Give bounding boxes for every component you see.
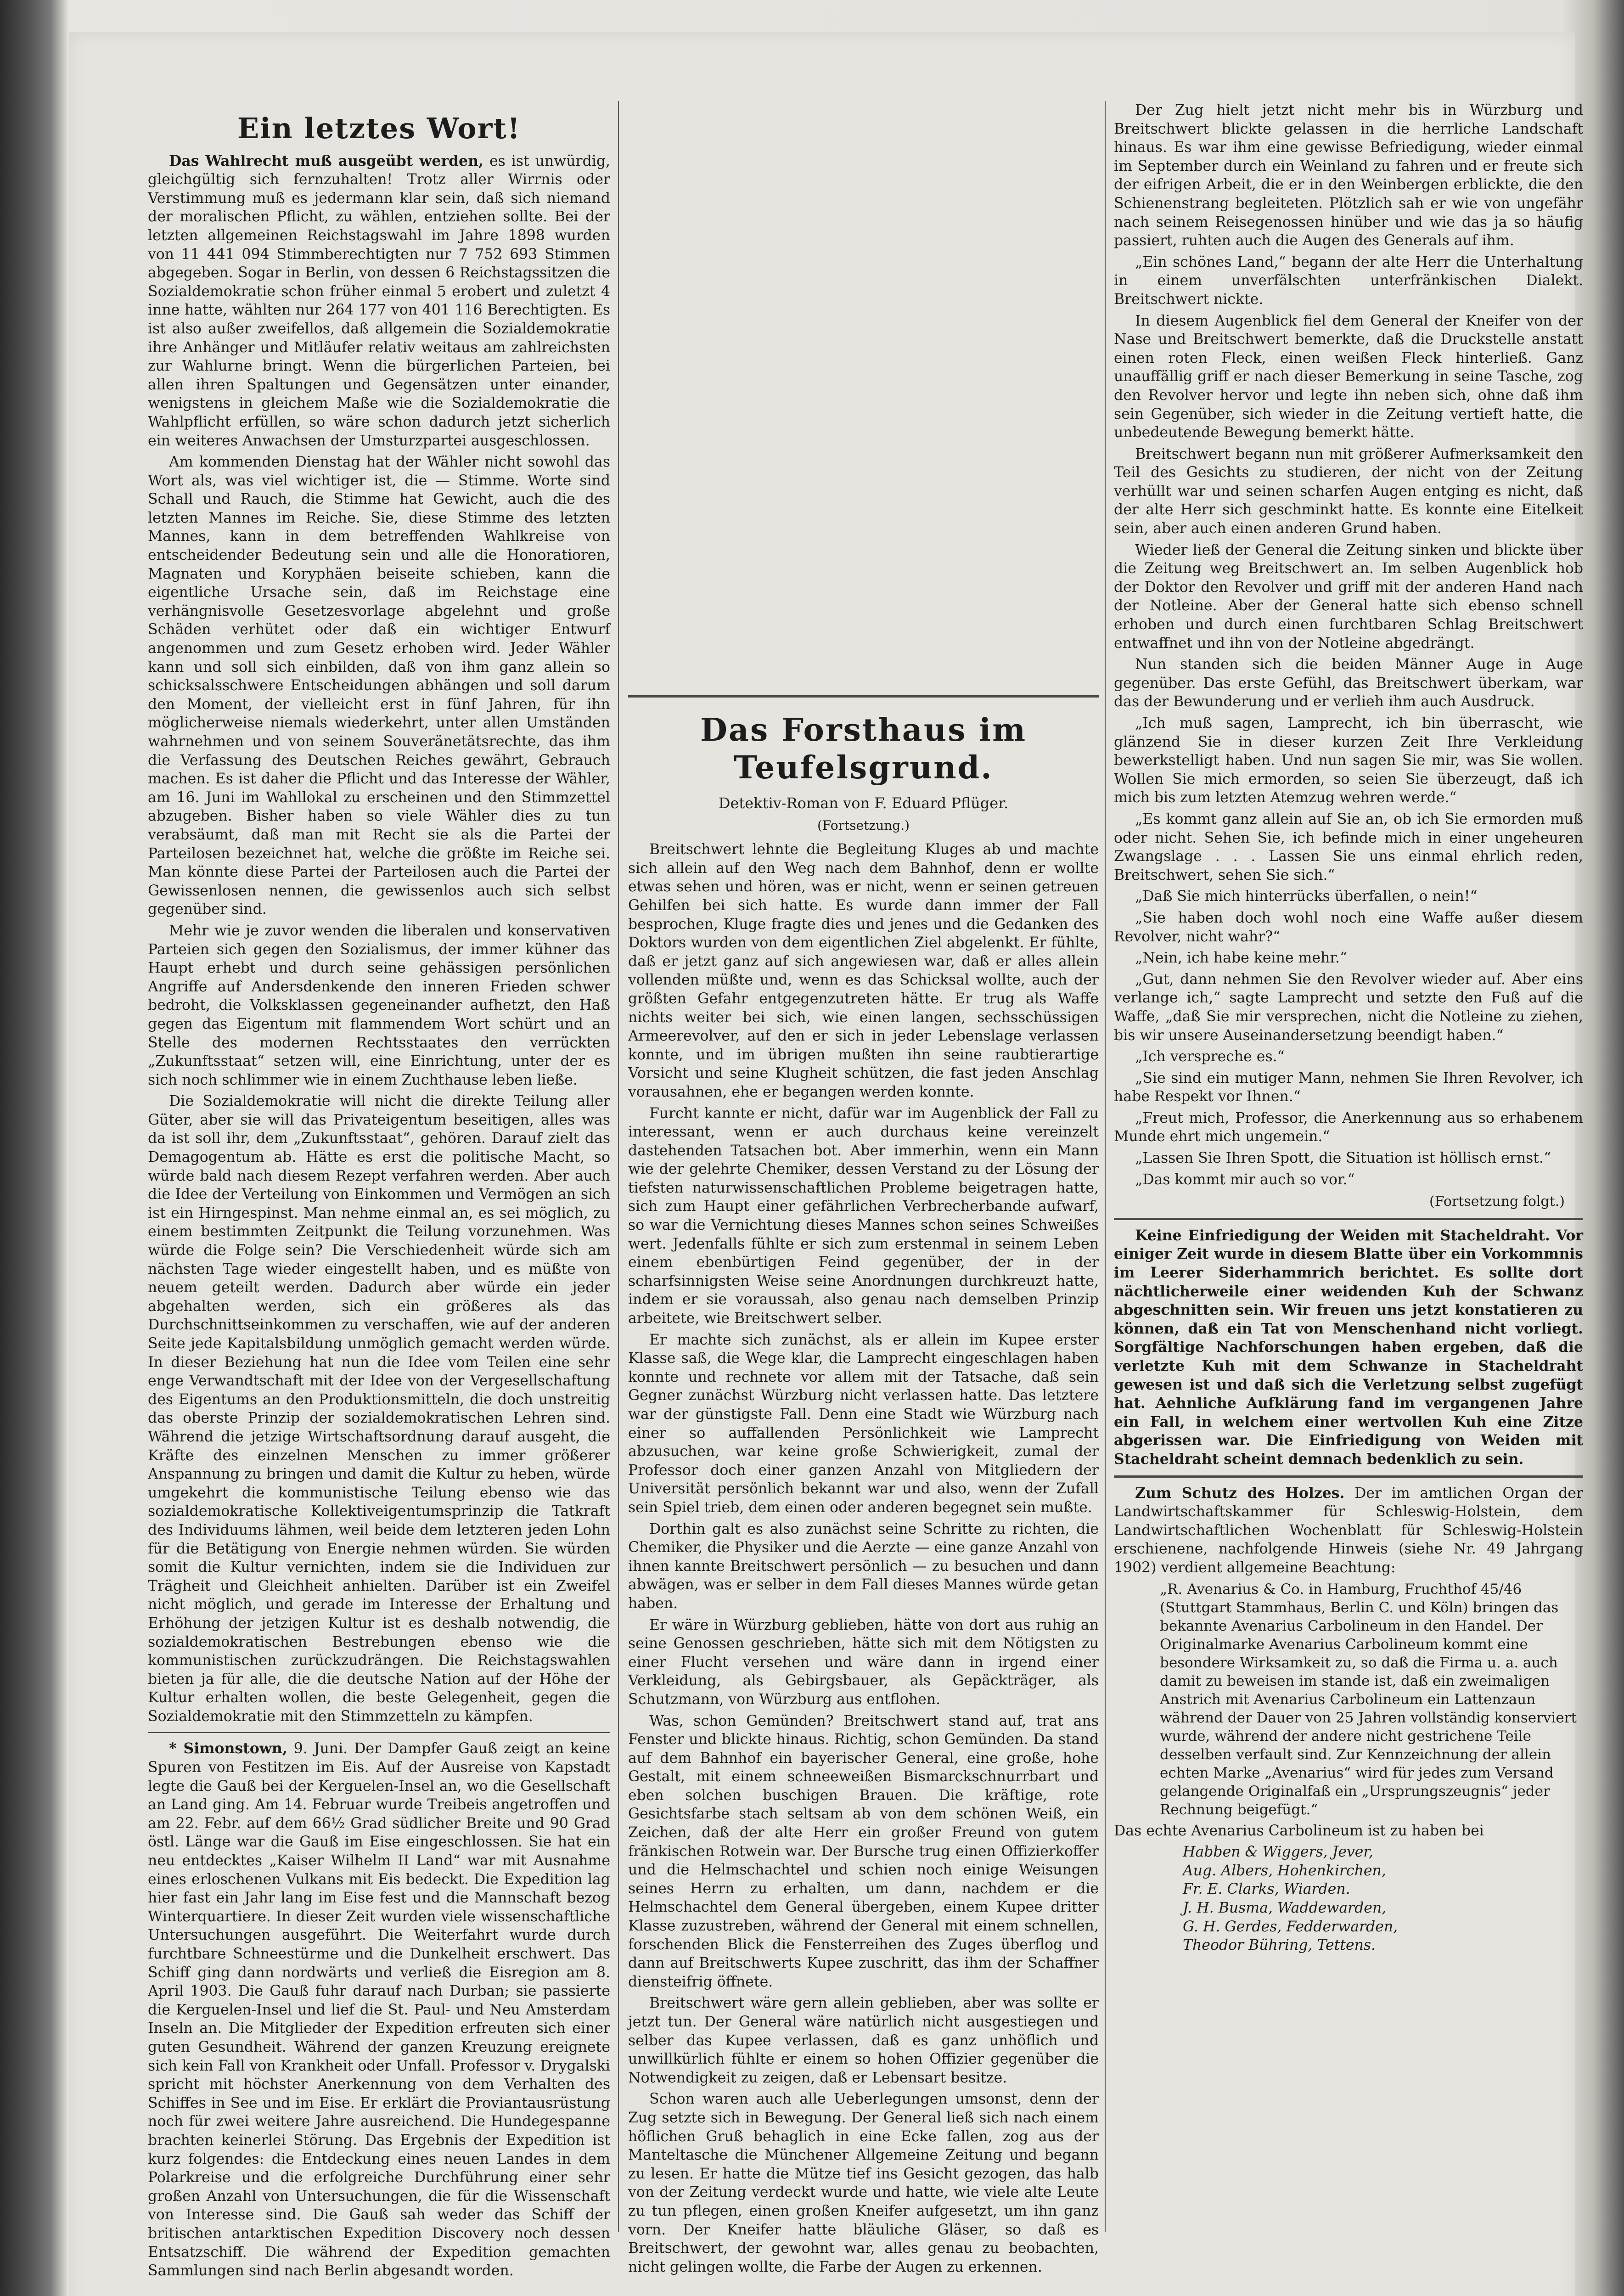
- dealer-entry: Aug. Albers, Hohenkirchen,: [1183, 1862, 1386, 1879]
- news-paragraph: [1114, 1227, 1583, 1469]
- paragraph-text: Vor einiger Zeit wurde in diesem Blatte über ein Vorkommnis im Leerer Siderhammrich berichtet. Es sollte dort nächtlicherweile einer weidenden Kuh der Schwanz abgeschnitten sein. Wir freuen uns jetzt konstatieren zu können, daß ein Tat von Menschenhand nicht vorliegt. Sorgfältige Nachforschungen haben ergeben, daß die verletzte Kuh mit dem Schwanze in Stacheldraht gewesen ist und daß sich die Verletzung selbst zugefügt hat. Aehnliche Aufklärung fand im vergangenen Jahre ein Fall, in welchem einer wertvollen Kuh eine Zitze abgerissen war. Die Einfriedigung von Weiden mit Stacheldraht scheint demnach bedenklich zu sein.: [1114, 1227, 1584, 1468]
- dateline: * Simonstown,: [169, 1740, 287, 1757]
- article-title: Ein letztes Wort!: [237, 112, 521, 145]
- serial-paragraph: „Sie haben doch wohl noch eine Waffe außer diesem Revolver, nicht wahr?“: [1114, 909, 1583, 945]
- lead-in: Zum Schutz des Holzes.: [1135, 1484, 1345, 1502]
- column-3: [1114, 101, 1583, 2245]
- serial-paragraph: „Sie sind ein mutiger Mann, nehmen Sie Ihren Revolver, ich habe Respekt vor Ihnen.“: [1114, 1069, 1583, 1105]
- news-paragraph: [1114, 1484, 1583, 1577]
- serial-paragraph: „Nein, ich habe keine mehr.“: [1135, 950, 1348, 967]
- column-divider: [618, 101, 619, 2232]
- serial-paragraph: Der Zug hielt jetzt nicht mehr bis in Würzburg und Breitschwert blickte gelassen in die herrliche Landschaft hinaus. Es war ihm eine gewisse Befriedigung, wieder einmal im September durch ein Weinland zu fahren und er freute sich der eifrigen Arbeit, die er in den Weinbergen erblickte, die den Schienenstrang begleiteten. Plötzlich sah er wie von ungefähr nach seinem Reisegenossen hinüber und wie das ja so häufig passiert, ruhten auch die Augen des Generals auf ihm.: [1114, 102, 1583, 249]
- serial-paragraph: „Freut mich, Professor, die Anerkennung aus so erhabenem Munde ehrt mich ungemein.“: [1114, 1109, 1583, 1145]
- dealer-entry: Habben & Wiggers, Jever,: [1183, 1844, 1374, 1861]
- serial-paragraph: Breitschwert begann nun mit größerer Aufmerksamkeit den Teil des Gesichts zu studieren, der nicht von der Zeitung verhüllt war und seinen scharfen Augen entging es nicht, daß der alte Herr sich geschminkt hatte. Es konnte eine Eitelkeit sein, aber auch einen anderen Grund haben.: [1114, 445, 1583, 537]
- column-divider: [1105, 101, 1106, 2232]
- serial-paragraph: Nun standen sich die beiden Männer Auge in Auge gegenüber. Das erste Gefühl, das Breitschwert überkam, war das der Bewunderung und er verlieh ihm auch Ausdruck.: [1114, 656, 1583, 710]
- column-2: [628, 101, 1099, 2275]
- serial-paragraph: „Ich verspreche es.“: [1135, 1048, 1285, 1065]
- lead-in: Das Wahlrecht muß ausgeübt werden,: [169, 152, 483, 169]
- section-divider: [1114, 1218, 1583, 1220]
- dealer-entry: Theodor Bühring, Tettens.: [1183, 1937, 1376, 1954]
- column-1: [148, 101, 610, 2279]
- section-divider: [1114, 1475, 1583, 1478]
- advertisement-quote: [1160, 1580, 1583, 1819]
- dealer-entry: Fr. E. Clarks, Wiarden.: [1183, 1881, 1350, 1898]
- serial-paragraph: „Gut, dann nehmen Sie den Revolver wieder auf. Aber eins verlange ich,“ sagte Lamprecht und setzte den Fuß auf die Waffe, „daß Sie mir versprechen, nicht die Notleine zu ziehen, bis wir unsere Auseinandersetzung beendigt haben.“: [1114, 971, 1583, 1044]
- serial-byline: Detektiv-Roman von F. Eduard Pflüger.: [718, 794, 1009, 812]
- dealer-intro: Das echte Avenarius Carbolineum ist zu haben bei: [1114, 1822, 1484, 1839]
- continuation-note: (Fortsetzung.): [817, 817, 910, 833]
- article-paragraph: [148, 152, 610, 450]
- article-paragraph: Die Sozialdemokratie will nicht die direkte Teilung aller Güter, aber sie will das Privateigentum beseitigen, alles was da ist soll ihr, dem „Zukunftsstaat“, gehören. Darauf zielt das Demagogentum ab. Hätte es erst die politische Macht, so würde bald nach diesem Rezept verfahren werden. Aber auch die Idee der Verteilung von Einkommen und Vermögen an sich ist ein Hirngespinst. Man nehme einmal an, es sei möglich, zu einem bestimmten Zeitpunkt die Teilung vorzunehmen. Was würde die Folge sein? Die Verschiedenheit würde sich am nächsten Tage wieder eingestellt haben, und es müßte von neuem geteilt werden. Dadurch aber würde ein jeder abgehalten werden, sich ein größeres als das Durchschnittseinkommen zu verschaffen, wie auf der anderen Seite jede Kapitalsbildung unmöglich gemacht werden würde. In dieser Beziehung hat nun die Idee vom Teilen eine sehr enge Verwandtschaft mit der Idee von der Vergesellschaftung des Eigentums an den Produktionsmitteln, die doch unstreitig das oberste Prinzip der sozialdemokratischen Lehren sind. Während die jetzige Wirtschaftsordnung darauf ausgeht, die Kräfte des einzelnen Menschen zu immer größerer Anspannung zu bringen und damit die Kultur zu heben, würde umgekehrt die kommunistische Teilung ebenso wie das sozialdemokratische Kollektiveigentumsprinzip die Tatkraft des Individuums lähmen, weil beide dem letzteren jeden Lohn für die Betätigung von Energie nehmen würden. Sie würden somit die Kultur vernichten, indem sie die Individuen zur Trägheit und Gleichheit anhielten. Darüber ist ein Zweifel nicht möglich, und gerade im Interesse der Erhaltung und Erhöhung der jetzigen Kultur ist es deshalb notwendig, die sozialdemokratischen Bestrebungen ebenso wie die kommunistischen zurückzudrängen. Die Reichstagswahlen bieten ja für alle, die die deutsche Nation auf der Höhe der Kultur erhalten wollen, die beste Gelegenheit, gegen die Sozialdemokratie mit den Stimmzetteln zu kämpfen.: [148, 1093, 610, 1725]
- continued-news-spacer: [628, 101, 1099, 689]
- news-paragraph: [148, 1739, 610, 2280]
- section-divider: [628, 695, 1099, 698]
- dealer-entry: J. H. Busma, Waddewarden,: [1183, 1899, 1387, 1916]
- dealer-entry: G. H. Gerdes, Fedderwarden,: [1183, 1918, 1398, 1935]
- serial-paragraph: „Das kommt mir auch so vor.“: [1135, 1171, 1355, 1188]
- serial-paragraph: „Es kommt ganz allein auf Sie an, ob ich Sie ermorden muß oder nicht. Sehen Sie, ich befinde mich in einer ungeheuren Zwangslage . . . Lassen Sie uns einmal ehrlich reden, Breitschwert, sehen Sie sich.“: [1114, 810, 1583, 884]
- serial-paragraph: Wieder ließ der General die Zeitung sinken und blickte über die Zeitung weg Breitschwert an. Im selben Augenblick hob der Doktor den Revolver und griff mit der anderen Hand nach der Notleine. Aber der General hatte sich ebenso schnell erhoben und durch einen furchtbaren Schlag Breitschwert entwaffnet und ihn von der Notleine abgedrängt.: [1114, 541, 1583, 652]
- serial-paragraph: „Ich muß sagen, Lamprecht, ich bin überrascht, wie glänzend Sie in dieser kurzen Zeit Ihre Verkleidung bewerkstelligt haben. Und nun sagen Sie mir, was Sie wollen. Wollen Sie mich ermorden, so seien Sie überzeugt, daß ich mich bis zum letzten Atemzug wehren werde.“: [1114, 715, 1583, 806]
- to-be-continued: (Fortsetzung folgt.): [1429, 1193, 1565, 1210]
- serial-paragraph: Schon waren auch alle Ueberlegungen umsonst, denn der Zug setzte sich in Bewegung. Der General ließ sich nach einem höflichen Gruß behaglich in eine Ecke fallen, zog aus der Manteltasche die Münchener Allgemeine Zeitung und begann zu lesen. Er hatte die Mütze tief ins Gesicht gezogen, das halb von der Zeitung verdeckt wurde und hatte, wie viele alte Leute zu tun pflegen, einen großen Kneifer aufgesetzt, um ihn ganz vorn. Der Kneifer hatte bläuliche Gläser, so daß es Breitschwert, der gewohnt war, alles genau zu beobachten, nicht gelingen wollte, die Farbe der Augen zu erkennen.: [628, 2091, 1099, 2275]
- section-divider: [148, 1732, 610, 1733]
- serial-paragraph: Dorthin galt es also zunächst seine Schritte zu richten, die Chemiker, die Physiker und die Aerzte — eine ganze Anzahl von ihnen kannte Breitschwert persönlich — zu besuchen und dann abwägen, was er selber in dem Fall dieses Mannes würde getan haben.: [628, 1520, 1099, 1612]
- dealer-list: [1183, 1843, 1583, 1955]
- article-paragraph: Am kommenden Dienstag hat der Wähler nicht sowohl das Wort als, was viel wichtiger ist, die — Stimme. Worte sind Schall und Rauch, die Stimme hat Gewicht, auch die des letzten Mannes im Reiche. Sie, diese Stimme des letzten Mannes, kann in dem betreffenden Wahlkreise von entscheidender Bedeutung sein und alle die Honoratioren, Magnaten und Koryphäen beiseite schieben, kann die eigentliche Ursache sein, daß im Reichstage eine verhängnisvolle Gesetzesvorlage abgelehnt und große Schäden verhütet oder daß ein wichtiger Entwurf angenommen und zum Gesetz erhoben wird. Jeder Wähler kann und soll sich einbilden, daß von ihm ganz allein so schicksalsschwere Entscheidungen abhängen und soll darum den Moment, der vielleicht erst in fünf Jahren, für ihn möglicherweise niemals wiederkehrt, unter allen Umständen wahrnehmen und von seinem Souveränetätsrechte, das ihm die Verfassung des Deutschen Reiches gewährt, Gebrauch machen. Es ist daher die Pflicht und das Interesse der Wähler, am 16. Juni im Wahllokal zu erscheinen und den Stimmzettel abzugeben. Bisher haben so viele Wähler dies zu tun verabsäumt, daß man mit Recht sie als die Partei der Parteilosen bezeichnet hat, welche die größte im Reiche sei. Man könnte diese Partei der Parteilosen auch die Partei der Gewissenlosen nennen, die gewissenlos auch sich selbst gegenüber sind.: [148, 454, 610, 918]
- serial-paragraph: Was, schon Gemünden? Breitschwert stand auf, trat ans Fenster und blickte hinaus. Richtig, schon Gemünden. Da stand auf dem Bahnhof ein bayerischer General, eine große, hohe Gestalt, mit einem schneeweißen Bismarckschnurrbart und eben solchen buschigen Brauen. Die kräftige, rote Gesichtsfarbe stach seltsam ab von dem schönen Weiß, ein Zeichen, daß der alte Herr ein großer Freund von gutem fränkischen Rotwein war. Der Bursche trug einen Offizierkoffer und die Helmschachtel und schien noch einige Weisungen seines Herrn zu erhalten, um dann, nachdem er die Helmschachtel dem General übergeben, einem Kupee dritter Klasse zuzustreben, während der General mit einem schnellen, forschenden Blick die Fensterreihen des Zuges überflog und dann auf Breitschwerts Kupee zuschritt, das ihm der Schaffner diensteifrig öffnete.: [628, 1712, 1099, 1990]
- paragraph-text: Der im amtlichen Organ der Landwirtschaftskammer für Schleswig-Holstein, dem Landwirtschaftlichen Wochenblatt für Schleswig-Holstein erschienene, nachfolgende Hinweis (siehe Nr. 49 Jahrgang 1902) verdient allgemeine Beachtung:: [1114, 1485, 1584, 1576]
- newspaper-page: [69, 32, 1584, 2296]
- serial-paragraph: Er wäre in Würzburg geblieben, hätte von dort aus ruhig an seine Genossen geschrieben, hätte sich mit dem Nötigsten zu einer Flucht versehen und wäre dann in irgend einer Verkleidung, als Gebirgsbauer, als Gepäckträger, als Schutzmann, von Würzburg aus entflohen.: [628, 1616, 1099, 1708]
- quote-text: „R. Avenarius & Co. in Hamburg, Fruchthof 45/46 (Stuttgart Stammhaus, Berlin C. und Köln) bringen das bekannte Avenarius Carbolineum in den Handel. Der Originalmarke Avenarius Carbolineum kommt eine besondere Wirksamkeit zu, so daß die Firma u. a. auch damit zu beweisen im stande ist, daß ein zweimaligen Anstrich mit Avenarius Carbolineum ein Lattenzaun während der Dauer von 25 Jahren vollständig konserviert wurde, während der andere nicht gestrichene Teile desselben verfault sind. Zur Kennzeichnung der allein echten Marke „Avenarius“ wird für jedes zum Versand gelangende Originalfaß ein „Ursprungszeugnis“ jeder Rechnung beigefügt.“: [1160, 1581, 1577, 1818]
- paragraph-text: es ist unwürdig, gleichgültig sich fernzuhalten! Trotz aller Wirrnis oder Verstimmung muß es jedermann klar sein, daß sich niemand der moralischen Pflicht, zu wählen, entziehen sollte. Bei der letzten allgemeinen Reichstagswahl im Jahre 1898 wurden von 11 441 094 Stimmberechtigten nur 7 752 693 Stimmen abgegeben. Sogar in Berlin, von dessen 6 Reichstagssitzen die Sozialdemokratie schon früher einmal 5 erobert und zuletzt 4 inne hatte, wählten nur 264 177 von 401 116 Berechtigten. Es ist also außer zweifellos, daß allgemein die Sozialdemokratie ihre Anhänger und Mitläufer relativ weitaus am zahlreichsten zur Wahlurne bringt. Wenn die bürgerlichen Parteien, bei allen ihren Spaltungen und Gegensätzen unter einander, wenigstens in gleichem Maße wie die Sozialdemokratie die Wahlpflicht erfüllen, so wäre schon dadurch jetzt sicherlich ein weiteres Anwachsen der Umsturzpartei ausgeschlossen.: [148, 152, 610, 449]
- serial-title: Das Forsthaus im Teufelsgrund.: [700, 712, 1027, 786]
- serial-paragraph: Breitschwert wäre gern allein geblieben, aber was sollte er jetzt tun. Der General wäre natürlich nicht ausgestiegen und selber das Kupee verlassen, daß es ganz unhöflich und unwillkürlich fühlte er einem so hohen Offizier gegenüber die Notwendigkeit zu zeigen, daß er Lebensart besitze.: [628, 1995, 1099, 2086]
- paragraph-text: 9. Juni. Der Dampfer Gauß zeigt an keine Spuren von Festitzen im Eis. Auf der Ausreise von Kapstadt legte die Gauß bei der Kerguelen-Insel an, wo die Gesellschaft an Land ging. Am 14. Februar wurde Treibeis angetroffen und am 22. Febr. auf dem 66½ Grad südlicher Breite und 90 Grad östl. Länge war die Gauß im Eise eingeschlossen. Sie hat ein neu entdecktes „Kaiser Wilhelm II Land“ war mit Ausnahme eines erloschenen Vulkans mit Eis bedeckt. Die Expedition lag hier fast ein Jahr lang im Eise fest und die Mannschaft bezog Winterquartiere. In dieser Zeit wurden viele wissenschaftliche Untersuchungen ausgeführt. Die Weiterfahrt wurde durch furchtbare Schneestürme und die Dunkelheit erschwert. Das Schiff ging dann nordwärts und verließ die Eisregion am 8. April 1903. Die Gauß fuhr darauf nach Durban; sie passierte die Kerguelen-Insel und lief die St. Paul- und Neu Amsterdam Inseln an. Die Mitglieder der Expedition erfreuten sich einer guten Gesundheit. Während der ganzen Kreuzung ereignete sich kein Fall von Krankheit oder Unfall. Professor v. Drygalski spricht mit höchster Anerkennung von dem Verhalten des Schiffes in See und im Eise. Er erklärt die Proviantausrüstung noch für zwei weitere Jahre ausreichend. Die Hundegespanne brachten keinerlei Störung. Das Ergebnis der Expedition ist kurz folgendes: die Entdeckung eines neuen Landes in dem Polarkreise und die erfolgreiche Durchführung einer sehr großen Anzahl von Untersuchungen, die für die Wissenschaft von Interesse sind. Die Gauß sah weder das Schiff der britischen antarktischen Expedition Discovery noch dessen Entsatzschiff. Die während der Expedition gemachten Sammlungen sind nach Berlin abgesandt worden.: [148, 1740, 610, 2279]
- serial-paragraph: „Lassen Sie Ihren Spott, die Situation ist höllisch ernst.“: [1135, 1150, 1551, 1167]
- serial-paragraph: Furcht kannte er nicht, dafür war im Augenblick der Fall zu interessant, wenn er auch durchaus keine vereinzelt dastehenden Tatsachen bot. Aber immerhin, wenn ein Mann wie der gelehrte Chemiker, dessen Verstand zu der Lösung der tiefsten naturwissenschaftlichen Probleme beigetragen hatte, sich zum Haupt einer gefährlichen Verbrecherbande aufwarf, so war die Vernichtung dieses Mannes schon seines Schweißes wert. Jedenfalls fühlte er sich zum erstenmal in seinem Leben einem ebenbürtigen Feind gegenüber, der in der scharfsinnigsten Weise seine Anordnungen durchkreuzt hatte, indem er sie voraussah, also genau nach demselben Prinzip arbeitete, wie Breitschwert selber.: [628, 1105, 1099, 1327]
- serial-paragraph: Er machte sich zunächst, als er allein im Kupee erster Klasse saß, die Wege klar, die Lamprecht eingeschlagen haben konnte und rechnete vor allem mit der Tatsache, daß sein Gegner zunächst Würzburg nicht verlassen hatte. Das letztere war der günstigste Fall. Denn eine Stadt wie Würzburg nach einer so auffallenden Persönlichkeit wie Lamprecht abzusuchen, war keine große Schwierigkeit, zumal der Professor doch einer ganzen Anzahl von Mitgliedern der Universität persönlich bekannt war und also, wenn der Zufall sein Spiel trieb, dem einen oder anderen begegnet sein mußte.: [628, 1331, 1099, 1516]
- serial-paragraph: Breitschwert lehnte die Begleitung Kluges ab und machte sich allein auf den Weg nach dem Bahnhof, denn er wollte etwas sehen und hören, was er nicht, wenn er seinen getreuen Gehilfen bei sich hatte. Es wurde dann immer der Fall besprochen, Kluge fragte dies und jenes und die Gedanken des Doktors wurden von dem eigentlichen Ziel abgelenkt. Er fühlte, daß er jetzt ganz auf sich angewiesen war, daß er alles allein vollenden müßte und, wenn es das Schicksal wollte, auch der größten Gefahr entgegenzutreten hätte. Er trug als Waffe nichts weiter bei sich, wie einen langen, sechsschüssigen Armeerevolver, auf den er sich in jeder Lebenslage verlassen konnte, und im übrigen mußten ihn seine raubtierartige Vorsicht und seine Klugheit schützen, die fast jeden Anschlag vorausahnen, ehe er begangen werden konnte.: [628, 841, 1099, 1100]
- article-paragraph: Mehr wie je zuvor wenden die liberalen und konservativen Parteien sich gegen den Sozialismus, der immer kühner das Haupt erhebt und durch seine gehässigen persönlichen Angriffe auf Andersdenkende den inneren Frieden schwer bedroht, die Volksklassen gegeneinander aufhetzt, den Haß gegen das Eigentum mit flammendem Wort schürt und an Stelle des modernen Rechtsstaates den verrückten „Zukunftsstaat“ setzen will, eine Einrichtung, unter der es sich noch schlimmer wie in einem Zuchthause leben ließe.: [148, 922, 610, 1088]
- lead-in: Keine Einfriedigung der Weiden mit Stacheldraht.: [1135, 1227, 1550, 1244]
- serial-paragraph: „Ein schönes Land,“ begann der alte Herr die Unterhaltung in einem unverfälschten unterfränkischen Dialekt. Breitschwert nickte.: [1114, 253, 1583, 308]
- serial-paragraph: In diesem Augenblick fiel dem General der Kneifer von der Nase und Breitschwert bemerkte, daß die Druckstelle anstatt einen roten Fleck, einen weißen Fleck hinterließ. Ganz unauffällig griff er nach dieser Bemerkung in seine Tasche, zog den Revolver hervor und legte ihn neben sich, ohne daß ihm sein Gegenüber, sich wieder in die Zeitung vertieft hatte, die unbedeutende Bewegung bemerkt hätte.: [1114, 312, 1583, 441]
- serial-paragraph: „Daß Sie mich hinterrücks überfallen, o nein!“: [1135, 888, 1478, 905]
